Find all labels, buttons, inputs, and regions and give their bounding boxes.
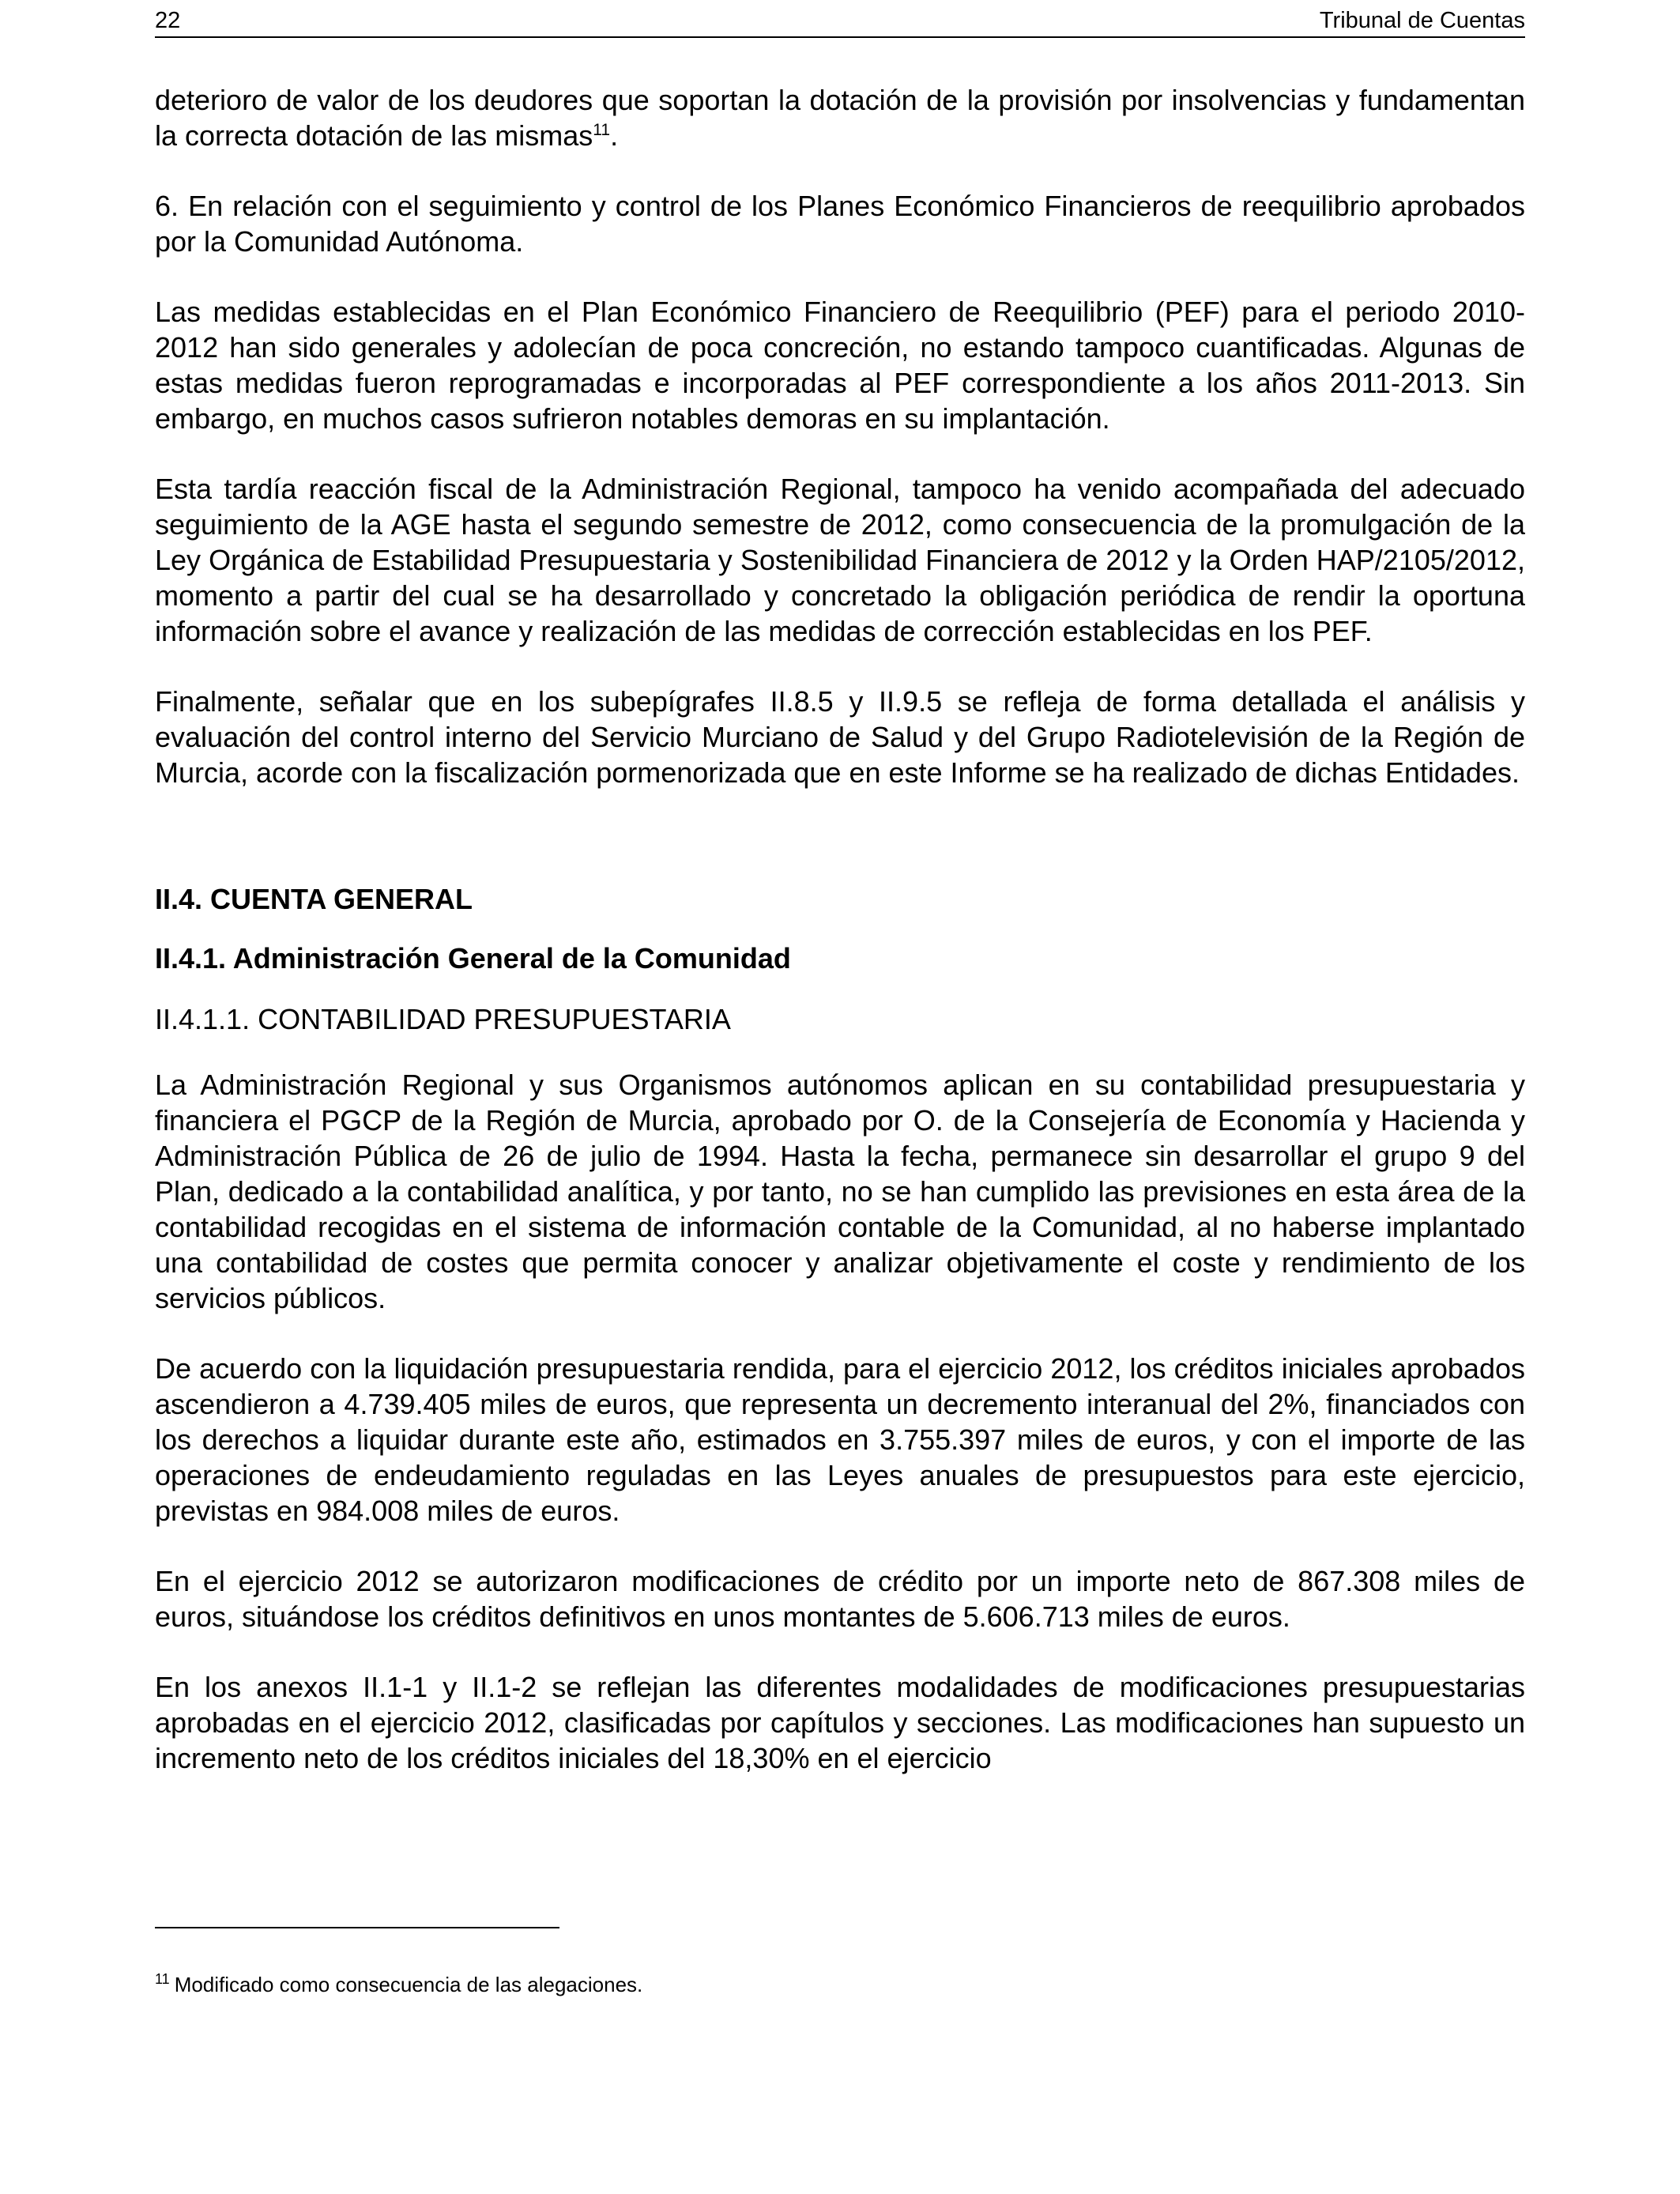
paragraph-reaccion-fiscal: Esta tardía reacción fiscal de la Administración Regional, tampoco ha venido acompañada del adecuado seguimiento de la AGE hasta el segundo semestre de 2012, como consecuencia de la promulgación de la Ley Orgánica de Estabilidad Presupuestaria y Sostenibilidad Financiera de 2012 y la Orden HAP/2105/2012, momento a partir del cual se ha desarrollado y concretado la obligación periódica de rendir la oportuna información sobre el avance y realización de las medidas de corrección establecidas en los PEF. bbox=[155, 473, 1525, 647]
paragraph-text: deterioro de valor de los deudores que soportan la dotación de la provisión por insolvencias y fundamentan la correcta dotación de las mismas bbox=[155, 84, 1525, 152]
footnote-reference: 11 bbox=[593, 121, 611, 139]
paragraph-anexos: En los anexos II.1-1 y II.1-2 se reflejan las diferentes modalidades de modificaciones presupuestarias aprobadas en el ejercicio 2012, clasificadas por capítulos y secciones. Las modificaciones han supuesto un incremento neto de los créditos iniciales del 18,30% en el ejercicio bbox=[155, 1671, 1525, 1774]
footnote-text: Modificado como consecuencia de las alegaciones. bbox=[174, 1973, 643, 1996]
page-body bbox=[155, 82, 1525, 1811]
footnote-number: 11 bbox=[155, 1971, 170, 1988]
paragraph-liquidacion: De acuerdo con la liquidación presupuestaria rendida, para el ejercicio 2012, los créditos iniciales aprobados ascendieron a 4.739.405 miles de euros, que representa un decremento interanual del 2%, financiados con los derechos a liquidar durante este año, estimados en 3.755.397 miles de euros, y con el importe de las operaciones de endeudamiento reguladas en las Leyes anuales de presupuestos para este ejercicio, previstas en 984.008 miles de euros. bbox=[155, 1352, 1525, 1527]
paragraph-end-punctuation: . bbox=[610, 119, 619, 152]
subsection-title: II.4.1. Administración General de la Comunidad bbox=[155, 942, 791, 974]
subsubsection-title: II.4.1.1. CONTABILIDAD PRESUPUESTARIA bbox=[155, 1003, 731, 1035]
paragraph-medidas-pef: Las medidas establecidas en el Plan Económico Financiero de Reequilibrio (PEF) para el periodo 2010-2012 han sido generales y adolecían de poca concreción, no estando tampoco cuantificadas. Algunas de estas medidas fueron reprogramadas e incorporadas al PEF correspondiente a los años 2011-2013. Sin embargo, en muchos casos sufrieron notables demoras en su implantación. bbox=[155, 296, 1525, 435]
paragraph-modificaciones-credito: En el ejercicio 2012 se autorizaron modificaciones de crédito por un importe neto de 867.308 miles de euros, situándose los créditos definitivos en unos montantes de 5.606.713 miles de euros. bbox=[155, 1565, 1525, 1633]
section-title: II.4. CUENTA GENERAL bbox=[155, 883, 473, 915]
paragraph-deterioro bbox=[155, 82, 1525, 153]
paragraph-finalmente: Finalmente, señalar que en los subepígrafes II.8.5 y II.9.5 se refleja de forma detallada el análisis y evaluación del control interno del Servicio Murciano de Salud y del Grupo Radiotelevisión de la Región de Murcia, acorde con la fiscalización pormenorizada que en este Informe se ha realizado de dichas Entidades. bbox=[155, 685, 1525, 789]
page-header bbox=[155, 5, 1525, 38]
paragraph-administracion-regional: La Administración Regional y sus Organismos autónomos aplican en su contabilidad presupuestaria y financiera el PGCP de la Región de Murcia, aprobado por O. de la Consejería de Economía y Hacienda y Administración Pública de 26 de julio de 1994. Hasta la fecha, permanece sin desarrollar el grupo 9 del Plan, dedicado a la contabilidad analítica, y por tanto, no se han cumplido las previsiones en esta área de la contabilidad recogidas en el sistema de información contable de la Comunidad, al no haberse implantado una contabilidad de costes que permita conocer y analizar objetivamente el coste y rendimiento de los servicios públicos. bbox=[155, 1069, 1525, 1314]
paragraph-item-6: 6. En relación con el seguimiento y control de los Planes Económico Financieros de reequilibrio aprobados por la Comunidad Autónoma. bbox=[155, 190, 1525, 258]
footnote-separator bbox=[155, 1927, 559, 1928]
footnote bbox=[155, 1971, 642, 1998]
document-page bbox=[155, 0, 1525, 2194]
running-title: Tribunal de Cuentas bbox=[1319, 8, 1525, 33]
page-number: 22 bbox=[155, 8, 181, 33]
